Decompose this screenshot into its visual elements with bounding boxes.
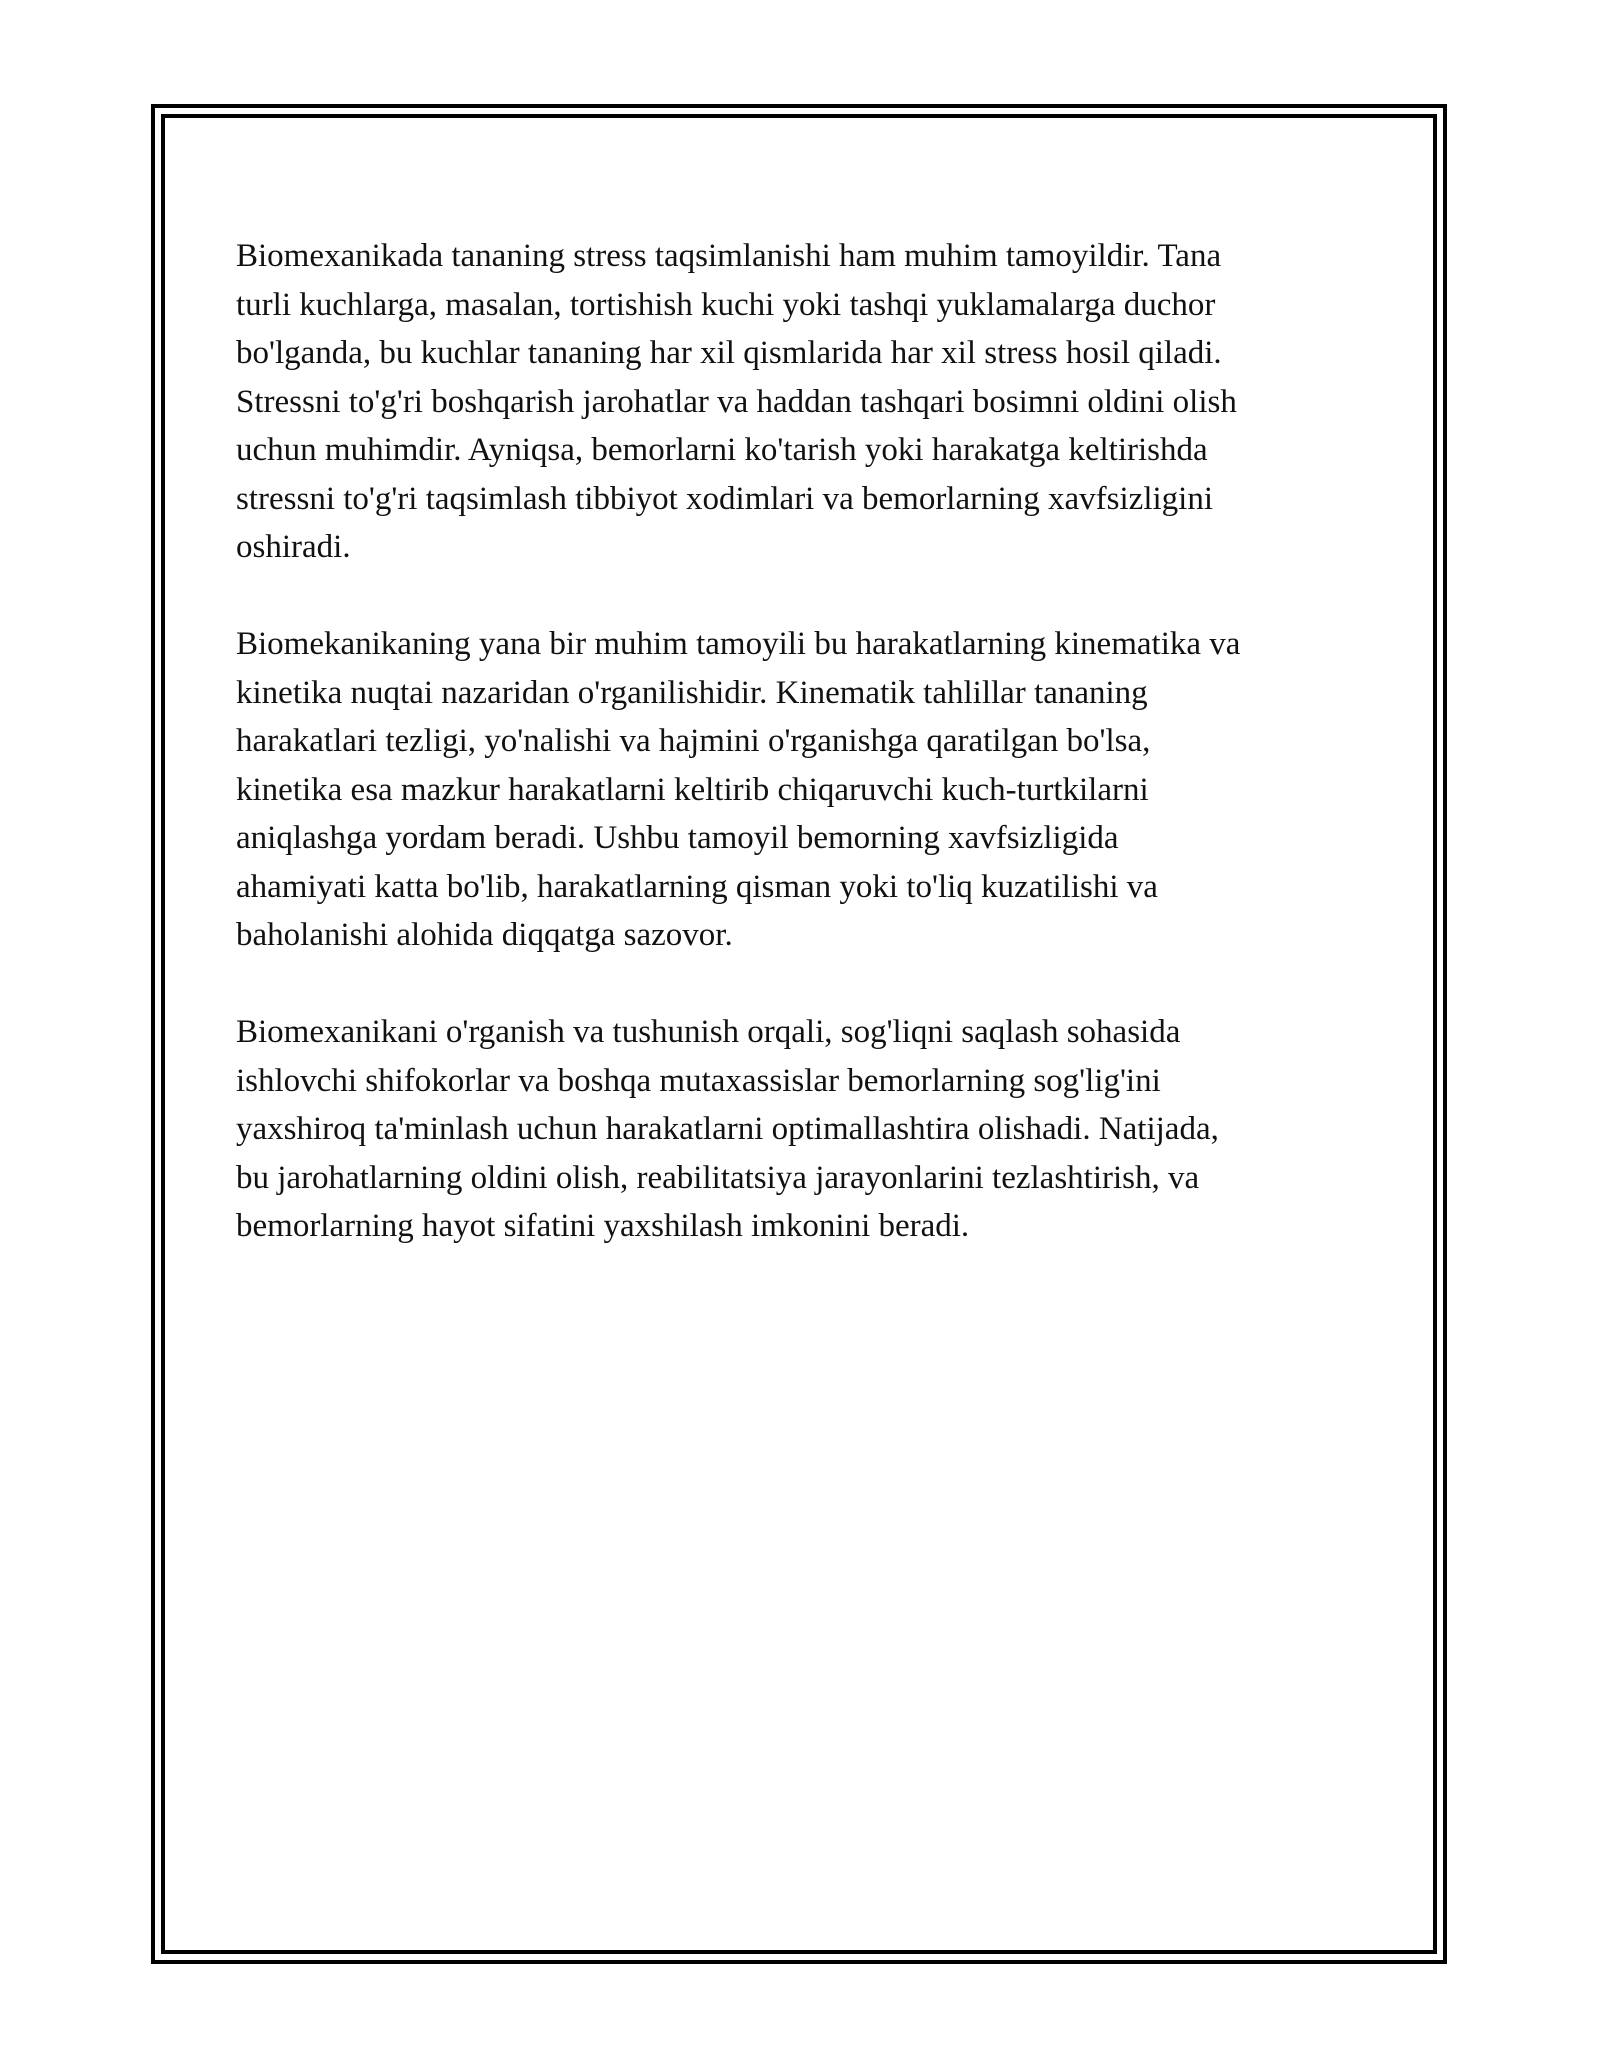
paragraph-line: yaxshiroq ta'minlash uchun harakatlarni optimallashtira olishadi. Natijada, <box>236 1111 1219 1147</box>
paragraph-line: bemorlarning hayot sifatini yaxshilash imkonini beradi. <box>236 1208 970 1244</box>
paragraph-2 <box>236 620 1366 960</box>
paragraph-line: kinetika esa mazkur harakatlarni keltirib chiqaruvchi kuch-turtkilarni <box>236 771 1149 808</box>
paragraph-line: Biomekanikaning yana bir muhim tamoyili bu harakatlarning kinematika va <box>236 626 1241 662</box>
paragraph-1 <box>236 232 1366 572</box>
document-body <box>236 232 1366 1299</box>
paragraph-line: kinetika nuqtai nazaridan o'rganilishidir. Kinematik tahlillar tananing <box>236 674 1148 711</box>
paragraph-line: Biomexanikani o'rganish va tushunish orqali, sog'liqni saqlash sohasida <box>236 1014 1181 1050</box>
paragraph-line: baholanishi alohida diqqatga sazovor. <box>236 917 733 953</box>
paragraph-line: uchun muhimdir. Ayniqsa, bemorlarni ko'tarish yoki harakatga keltirishda <box>236 432 1208 468</box>
paragraph-line: bu jarohatlarning oldini olish, reabilitatsiya jarayonlarini tezlashtirish, va <box>236 1159 1200 1196</box>
paragraph-line: oshiradi. <box>236 529 351 565</box>
paragraph-line: turli kuchlarga, masalan, tortishish kuchi yoki tashqi yuklamalarga duchor <box>236 286 1216 323</box>
paragraph-line: Biomexanikada tananing stress taqsimlanishi ham muhim tamoyildir. Tana <box>236 238 1222 274</box>
paragraph-line: harakatlari tezligi, yo'nalishi va hajmini o'rganishga qaratilgan bo'lsa, <box>236 723 1151 759</box>
paragraph-line: Stressni to'g'ri boshqarish jarohatlar va haddan tashqari bosimni oldini olish <box>236 383 1237 420</box>
paragraph-line: stressni to'g'ri taqsimlash tibbiyot xodimlari va bemorlarning xavfsizligini <box>236 480 1213 517</box>
paragraph-line: ishlovchi shifokorlar va boshqa mutaxassislar bemorlarning sog'lig'ini <box>236 1062 1161 1099</box>
paragraph-line: bo'lganda, bu kuchlar tananing har xil qismlarida har xil stress hosil qiladi. <box>236 335 1222 371</box>
paragraph-line: aniqlashga yordam beradi. Ushbu tamoyil bemorning xavfsizligida <box>236 820 1119 856</box>
paragraph-line: ahamiyati katta bo'lib, harakatlarning qisman yoki to'liq kuzatilishi va <box>236 868 1158 905</box>
paragraph-3 <box>236 1008 1366 1251</box>
